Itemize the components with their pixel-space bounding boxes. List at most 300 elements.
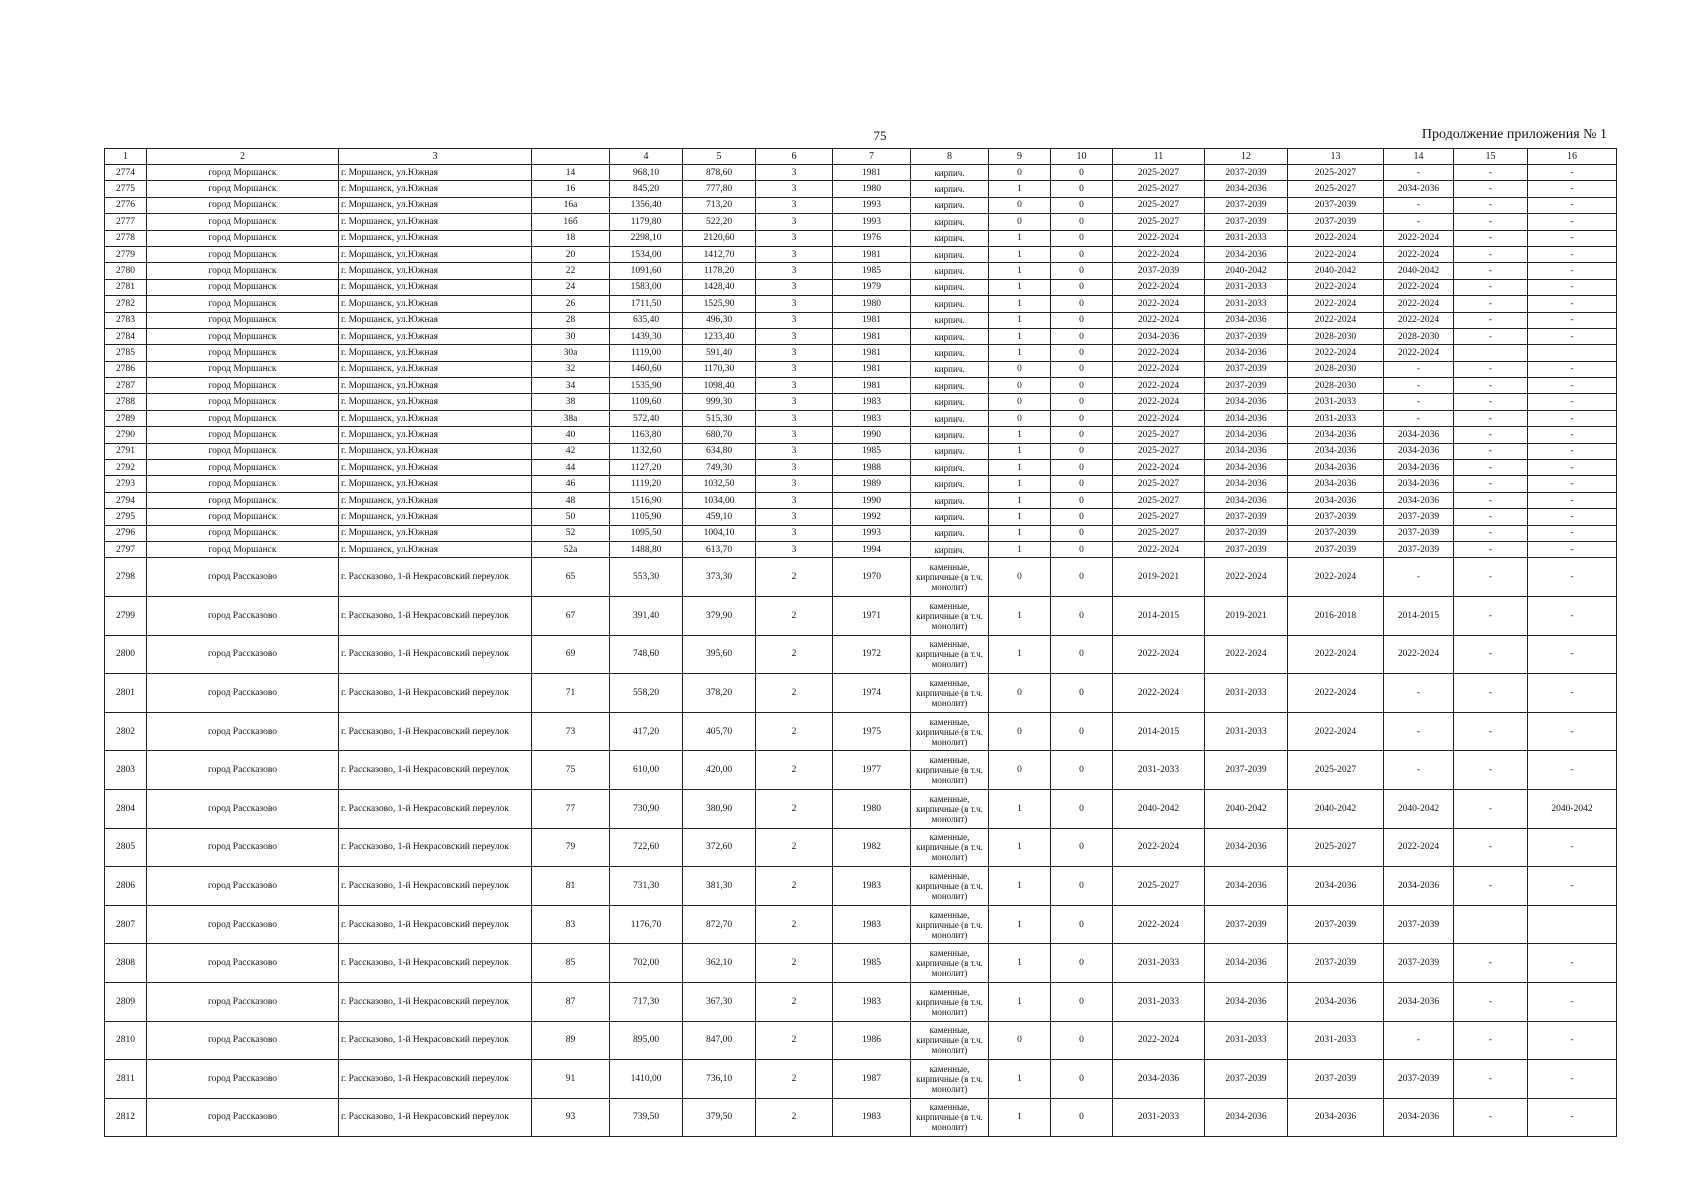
table-cell: 2022-2024 — [1384, 312, 1454, 328]
table-cell: 2034-2036 — [1205, 460, 1288, 476]
table-cell: 1980 — [833, 296, 911, 312]
column-header-5: 4 — [610, 149, 683, 165]
table-cell: 3 — [756, 460, 833, 476]
table-cell: 2025-2027 — [1288, 181, 1384, 197]
table-row — [105, 558, 1617, 597]
table-cell: 1 — [989, 635, 1051, 674]
table-cell: 0 — [1051, 181, 1113, 197]
table-cell: 2034-2036 — [1384, 982, 1454, 1021]
table-cell: 380,90 — [683, 789, 756, 828]
table-cell: город Моршанск — [147, 165, 339, 181]
table-cell: 1983 — [833, 905, 911, 944]
table-cell: 2037-2039 — [1288, 197, 1384, 213]
table-cell: 845,20 — [610, 181, 683, 197]
table-cell: 2 — [756, 944, 833, 983]
table-cell: 2022-2024 — [1113, 410, 1205, 426]
table-cell: 610,00 — [610, 751, 683, 790]
table-cell: г. Моршанск, ул.Южная — [339, 476, 532, 492]
table-cell: 1233,40 — [683, 328, 756, 344]
table-cell: 1583,00 — [610, 279, 683, 295]
table-cell: 1989 — [833, 476, 911, 492]
table-cell: 0 — [989, 674, 1051, 713]
table-cell: кирпич. — [911, 230, 989, 246]
table-cell: 2022-2024 — [1288, 635, 1384, 674]
table-cell: 1 — [989, 230, 1051, 246]
table-cell: 2 — [756, 828, 833, 867]
table-cell: 52 — [532, 525, 610, 541]
table-cell: 1983 — [833, 982, 911, 1021]
table-cell: 0 — [1051, 1021, 1113, 1060]
table-cell: 2022-2024 — [1205, 558, 1288, 597]
table-row — [105, 312, 1617, 328]
table-cell: - — [1454, 328, 1528, 344]
table-row — [105, 596, 1617, 635]
table-row — [105, 345, 1617, 361]
table-cell: 1981 — [833, 378, 911, 394]
table-cell: 2034-2036 — [1288, 982, 1384, 1021]
table-cell: каменные, кирпичные (в т.ч. монолит) — [911, 982, 989, 1021]
table-cell: - — [1454, 982, 1528, 1021]
table-cell: 2 — [756, 1060, 833, 1099]
table-cell: 2779 — [105, 246, 147, 262]
table-cell: 2 — [756, 982, 833, 1021]
table-cell: 2040-2042 — [1528, 789, 1617, 828]
table-row — [105, 509, 1617, 525]
table-cell: 2034-2036 — [1205, 867, 1288, 906]
table-cell: 515,30 — [683, 410, 756, 426]
table-cell: 2782 — [105, 296, 147, 312]
table-cell: - — [1384, 214, 1454, 230]
table-cell: 69 — [532, 635, 610, 674]
table-cell: 2795 — [105, 509, 147, 525]
table-cell: город Моршанск — [147, 181, 339, 197]
table-cell: 1981 — [833, 345, 911, 361]
table-cell: 2037-2039 — [1205, 328, 1288, 344]
column-header-3: 3 — [339, 149, 532, 165]
table-cell: 2034-2036 — [1205, 492, 1288, 508]
table-cell: 2022-2024 — [1113, 296, 1205, 312]
table-cell: - — [1454, 635, 1528, 674]
table-cell: 2796 — [105, 525, 147, 541]
table-cell: 2776 — [105, 197, 147, 213]
table-cell: 2031-2033 — [1113, 982, 1205, 1021]
table-cell: г. Моршанск, ул.Южная — [339, 410, 532, 426]
table-cell — [1454, 345, 1528, 361]
table-cell: город Моршанск — [147, 361, 339, 377]
table-cell: 2812 — [105, 1098, 147, 1137]
table-cell: 379,90 — [683, 596, 756, 635]
table-cell: 3 — [756, 443, 833, 459]
table-cell: 18 — [532, 230, 610, 246]
table-cell: 2040-2042 — [1288, 789, 1384, 828]
table-cell: кирпич. — [911, 492, 989, 508]
table-cell: 572,40 — [610, 410, 683, 426]
table-cell: 0 — [1051, 460, 1113, 476]
table-cell: 3 — [756, 263, 833, 279]
table-cell: - — [1454, 410, 1528, 426]
table-cell: 93 — [532, 1098, 610, 1137]
table-cell: - — [1528, 443, 1617, 459]
table-cell: 30 — [532, 328, 610, 344]
table-cell: 2 — [756, 558, 833, 597]
table-cell: 20 — [532, 246, 610, 262]
column-header-16: 15 — [1454, 149, 1528, 165]
table-cell: 2037-2039 — [1384, 1060, 1454, 1099]
table-cell: - — [1384, 394, 1454, 410]
table-cell: 38а — [532, 410, 610, 426]
table-cell: г. Рассказово, 1-й Некрасовский переулок — [339, 789, 532, 828]
table-row — [105, 982, 1617, 1021]
table-cell: 749,30 — [683, 460, 756, 476]
table-cell: 0 — [1051, 492, 1113, 508]
table-cell: 522,20 — [683, 214, 756, 230]
table-cell: 2034-2036 — [1288, 443, 1384, 459]
table-cell: 1970 — [833, 558, 911, 597]
table-cell: г. Рассказово, 1-й Некрасовский переулок — [339, 712, 532, 751]
table-cell: 44 — [532, 460, 610, 476]
table-cell: г. Моршанск, ул.Южная — [339, 263, 532, 279]
table-cell: г. Моршанск, ул.Южная — [339, 165, 532, 181]
table-cell: город Рассказово — [147, 635, 339, 674]
column-header-13: 12 — [1205, 149, 1288, 165]
column-header-14: 13 — [1288, 149, 1384, 165]
table-cell: 2789 — [105, 410, 147, 426]
table-cell: 1985 — [833, 944, 911, 983]
table-cell: г. Моршанск, ул.Южная — [339, 394, 532, 410]
table-cell: 3 — [756, 394, 833, 410]
table-cell: 1977 — [833, 751, 911, 790]
table-cell: 1 — [989, 596, 1051, 635]
table-cell: город Моршанск — [147, 394, 339, 410]
table-cell: - — [1454, 525, 1528, 541]
table-row — [105, 165, 1617, 181]
table-cell: - — [1528, 674, 1617, 713]
table-cell: 2806 — [105, 867, 147, 906]
table-row — [105, 197, 1617, 213]
table-cell: 3 — [756, 476, 833, 492]
table-cell: 0 — [1051, 476, 1113, 492]
table-row — [105, 1098, 1617, 1137]
table-cell: 2807 — [105, 905, 147, 944]
table-cell: 2037-2039 — [1288, 509, 1384, 525]
table-cell: 1 — [989, 905, 1051, 944]
table-row — [105, 1060, 1617, 1099]
table-cell: 1 — [989, 867, 1051, 906]
table-cell: г. Рассказово, 1-й Некрасовский переулок — [339, 558, 532, 597]
table-cell: 680,70 — [683, 427, 756, 443]
table-cell: 1981 — [833, 312, 911, 328]
table-cell: 1975 — [833, 712, 911, 751]
table-cell: - — [1528, 712, 1617, 751]
table-cell: 1981 — [833, 361, 911, 377]
table-cell: город Моршанск — [147, 378, 339, 394]
table-cell: 2022-2024 — [1384, 635, 1454, 674]
table-cell: 2800 — [105, 635, 147, 674]
table-cell: 1119,20 — [610, 476, 683, 492]
column-header-15: 14 — [1384, 149, 1454, 165]
table-cell: 2809 — [105, 982, 147, 1021]
table-cell: 2022-2024 — [1288, 312, 1384, 328]
table-cell: город Рассказово — [147, 558, 339, 597]
table-cell: г. Рассказово, 1-й Некрасовский переулок — [339, 1021, 532, 1060]
table-cell: - — [1454, 312, 1528, 328]
table-row — [105, 635, 1617, 674]
table-cell: 2025-2027 — [1288, 751, 1384, 790]
table-cell: 1990 — [833, 427, 911, 443]
table-cell: 3 — [756, 230, 833, 246]
column-header-10: 9 — [989, 149, 1051, 165]
table-cell: г. Моршанск, ул.Южная — [339, 541, 532, 557]
table-cell: - — [1528, 1098, 1617, 1137]
table-row — [105, 541, 1617, 557]
table-cell: 1 — [989, 944, 1051, 983]
table-cell: - — [1454, 541, 1528, 557]
table-row — [105, 361, 1617, 377]
table-row — [105, 905, 1617, 944]
table-cell: 395,60 — [683, 635, 756, 674]
table-cell: 2037-2039 — [1288, 905, 1384, 944]
table-cell: 2810 — [105, 1021, 147, 1060]
table-cell: 1979 — [833, 279, 911, 295]
table-cell: 0 — [1051, 263, 1113, 279]
table-cell: 2802 — [105, 712, 147, 751]
table-cell: город Моршанск — [147, 492, 339, 508]
table-cell: - — [1528, 1021, 1617, 1060]
table-cell: 1 — [989, 263, 1051, 279]
table-cell: г. Рассказово, 1-й Некрасовский переулок — [339, 596, 532, 635]
table-cell: 2298,10 — [610, 230, 683, 246]
table-cell: 1985 — [833, 443, 911, 459]
table-cell: 1098,40 — [683, 378, 756, 394]
table-cell: 2034-2036 — [1384, 1098, 1454, 1137]
table-row — [105, 944, 1617, 983]
table-cell: кирпич. — [911, 312, 989, 328]
table-cell: 2025-2027 — [1113, 165, 1205, 181]
column-header-17: 16 — [1528, 149, 1617, 165]
table-cell: 46 — [532, 476, 610, 492]
table-cell: 2022-2024 — [1384, 230, 1454, 246]
table-cell: - — [1528, 296, 1617, 312]
table-cell: 1 — [989, 789, 1051, 828]
table-cell: 367,30 — [683, 982, 756, 1021]
table-cell — [1528, 905, 1617, 944]
table-cell: - — [1528, 394, 1617, 410]
table-cell: 2025-2027 — [1113, 509, 1205, 525]
table-cell: - — [1454, 214, 1528, 230]
table-cell: 2786 — [105, 361, 147, 377]
table-cell: город Рассказово — [147, 944, 339, 983]
table-cell: - — [1528, 867, 1617, 906]
table-cell: г. Рассказово, 1-й Некрасовский переулок — [339, 635, 532, 674]
table-cell: 14 — [532, 165, 610, 181]
table-cell: 878,60 — [683, 165, 756, 181]
table-cell: 2025-2027 — [1113, 867, 1205, 906]
table-row — [105, 427, 1617, 443]
table-cell: 2790 — [105, 427, 147, 443]
table-cell: 1980 — [833, 181, 911, 197]
table-cell: 2025-2027 — [1113, 214, 1205, 230]
table-cell: кирпич. — [911, 328, 989, 344]
table-cell: 1994 — [833, 541, 911, 557]
table-cell: 1 — [989, 541, 1051, 557]
table-row — [105, 674, 1617, 713]
table-cell: - — [1528, 427, 1617, 443]
table-cell: город Моршанск — [147, 296, 339, 312]
table-cell: 2025-2027 — [1113, 476, 1205, 492]
table-row — [105, 230, 1617, 246]
table-cell: - — [1384, 165, 1454, 181]
table-cell: город Моршанск — [147, 328, 339, 344]
table-cell: 1981 — [833, 246, 911, 262]
table-cell: 2040-2042 — [1288, 263, 1384, 279]
table-cell: 2804 — [105, 789, 147, 828]
table-cell: - — [1528, 982, 1617, 1021]
table-cell: каменные, кирпичные (в т.ч. монолит) — [911, 558, 989, 597]
table-cell: 0 — [1051, 361, 1113, 377]
table-cell: - — [1528, 312, 1617, 328]
table-cell: 1356,40 — [610, 197, 683, 213]
table-cell: 2034-2036 — [1205, 443, 1288, 459]
table-cell: 0 — [1051, 558, 1113, 597]
table-cell: 2785 — [105, 345, 147, 361]
table-cell: 3 — [756, 296, 833, 312]
table-row — [105, 181, 1617, 197]
table-cell: 2037-2039 — [1205, 197, 1288, 213]
table-cell: 1 — [989, 181, 1051, 197]
table-cell: каменные, кирпичные (в т.ч. монолит) — [911, 674, 989, 713]
table-cell: 2788 — [105, 394, 147, 410]
table-cell: 2034-2036 — [1288, 867, 1384, 906]
table-cell: 2022-2024 — [1113, 230, 1205, 246]
table-cell: 1976 — [833, 230, 911, 246]
table-cell: 1983 — [833, 410, 911, 426]
table-cell: 1 — [989, 828, 1051, 867]
table-cell: 40 — [532, 427, 610, 443]
table-cell: 2022-2024 — [1384, 246, 1454, 262]
table-cell: 1535,90 — [610, 378, 683, 394]
table-cell: 2034-2036 — [1384, 460, 1454, 476]
table-cell: 2031-2033 — [1205, 230, 1288, 246]
table-cell: город Моршанск — [147, 279, 339, 295]
table-cell: 2037-2039 — [1205, 541, 1288, 557]
table-cell: город Рассказово — [147, 674, 339, 713]
table-cell: 2801 — [105, 674, 147, 713]
table-cell: 739,50 — [610, 1098, 683, 1137]
table-cell: 81 — [532, 867, 610, 906]
table-cell: 2034-2036 — [1205, 828, 1288, 867]
table-cell: 2037-2039 — [1205, 905, 1288, 944]
table-cell: 0 — [1051, 525, 1113, 541]
table-cell: 0 — [1051, 1060, 1113, 1099]
table-cell: 1980 — [833, 789, 911, 828]
table-cell: 2034-2036 — [1205, 345, 1288, 361]
table-cell: - — [1528, 828, 1617, 867]
table-cell: - — [1454, 558, 1528, 597]
table-cell: - — [1454, 443, 1528, 459]
table-cell: 2031-2033 — [1113, 751, 1205, 790]
table-cell: 3 — [756, 509, 833, 525]
table-cell: 1992 — [833, 509, 911, 525]
table-cell: город Рассказово — [147, 712, 339, 751]
table-cell: 75 — [532, 751, 610, 790]
table-row — [105, 214, 1617, 230]
table-cell: каменные, кирпичные (в т.ч. монолит) — [911, 789, 989, 828]
table-cell: 381,30 — [683, 867, 756, 906]
table-cell: 2022-2024 — [1113, 828, 1205, 867]
table-cell: 0 — [1051, 982, 1113, 1021]
table-cell: 2034-2036 — [1384, 476, 1454, 492]
table-cell: кирпич. — [911, 345, 989, 361]
table-cell: - — [1454, 674, 1528, 713]
table-cell: 3 — [756, 181, 833, 197]
table-cell: 2034-2036 — [1288, 476, 1384, 492]
table-cell: г. Моршанск, ул.Южная — [339, 230, 532, 246]
table-cell: 83 — [532, 905, 610, 944]
table-cell: 2797 — [105, 541, 147, 557]
table-cell: кирпич. — [911, 410, 989, 426]
table-cell: - — [1528, 214, 1617, 230]
table-cell: город Рассказово — [147, 751, 339, 790]
table-row — [105, 789, 1617, 828]
table-cell: 2 — [756, 596, 833, 635]
table-cell: 1 — [989, 296, 1051, 312]
table-cell: - — [1528, 525, 1617, 541]
table-cell: 553,30 — [610, 558, 683, 597]
table-cell: 1091,60 — [610, 263, 683, 279]
table-cell: 2037-2039 — [1205, 509, 1288, 525]
table-cell: 2022-2024 — [1113, 378, 1205, 394]
table-cell: 405,70 — [683, 712, 756, 751]
table-cell: 2016-2018 — [1288, 596, 1384, 635]
table-cell: кирпич. — [911, 165, 989, 181]
table-cell: - — [1454, 460, 1528, 476]
table-cell: 0 — [1051, 1098, 1113, 1137]
table-cell: каменные, кирпичные (в т.ч. монолит) — [911, 1098, 989, 1137]
table-row — [105, 492, 1617, 508]
table-cell: кирпич. — [911, 443, 989, 459]
table-cell: 2037-2039 — [1384, 905, 1454, 944]
table-cell: 1 — [989, 279, 1051, 295]
table-cell: 2014-2015 — [1113, 596, 1205, 635]
table-cell: 2022-2024 — [1113, 541, 1205, 557]
table-cell: 2025-2027 — [1113, 197, 1205, 213]
table-cell: 968,10 — [610, 165, 683, 181]
table-cell: кирпич. — [911, 263, 989, 279]
table-cell: 2034-2036 — [1205, 944, 1288, 983]
table-cell: 1 — [989, 525, 1051, 541]
table-cell: 2034-2036 — [1288, 427, 1384, 443]
table-cell: 3 — [756, 312, 833, 328]
table-row — [105, 443, 1617, 459]
table-cell: 2034-2036 — [1205, 394, 1288, 410]
table-cell: г. Моршанск, ул.Южная — [339, 443, 532, 459]
table-cell: г. Моршанск, ул.Южная — [339, 427, 532, 443]
table-cell: 1988 — [833, 460, 911, 476]
table-cell: 731,30 — [610, 867, 683, 906]
table-cell: 2774 — [105, 165, 147, 181]
table-cell: 1179,80 — [610, 214, 683, 230]
table-cell: 0 — [1051, 427, 1113, 443]
table-cell: 2028-2030 — [1384, 328, 1454, 344]
table-cell: 2034-2036 — [1288, 1098, 1384, 1137]
table-cell: - — [1454, 1098, 1528, 1137]
housing-register-table — [104, 148, 1617, 1137]
table-cell: каменные, кирпичные (в т.ч. монолит) — [911, 712, 989, 751]
table-cell: 1 — [989, 509, 1051, 525]
table-cell: 2037-2039 — [1288, 1060, 1384, 1099]
table-cell: г. Моршанск, ул.Южная — [339, 246, 532, 262]
table-cell: 1 — [989, 460, 1051, 476]
